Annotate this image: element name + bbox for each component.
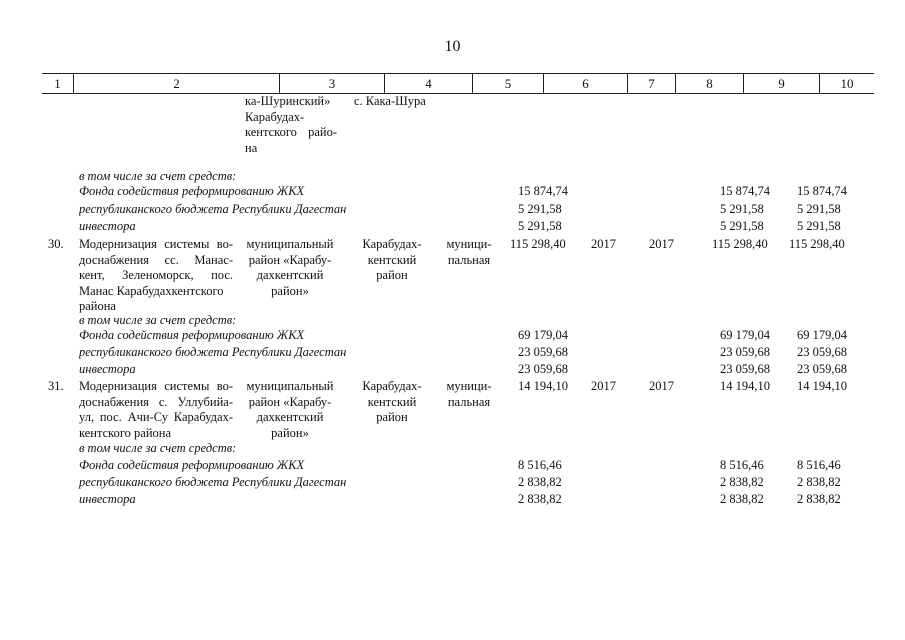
investor-col9: 5 291,58 [720, 219, 764, 233]
row-30-fund-label: Фонда содействия реформированию ЖКХ [79, 328, 305, 342]
row-31-owner: муниципальный район «Карабу- дахкентский район» [246, 379, 334, 440]
row-30-location: Карабудах- кентский район [362, 237, 422, 282]
row-30-budget-col9: 23 059,68 [720, 345, 770, 359]
row-30-investor-col9: 23 059,68 [720, 362, 770, 376]
budget-col9: 5 291,58 [720, 202, 764, 216]
budget-col6: 5 291,58 [518, 202, 562, 216]
row-31-col9: 14 194,10 [720, 379, 770, 393]
row-31-fund-col6: 8 516,46 [518, 458, 562, 472]
row-30-col10: 115 298,40 [789, 237, 845, 251]
cont-col3: ка-Шуринский» Карабудах- кентского райо- на [245, 94, 337, 155]
row-30-budget-col10: 23 059,68 [797, 345, 847, 359]
header-col-8: 8 [675, 74, 743, 93]
row-31-including: в том числе за счет средств: [79, 441, 237, 455]
row-31-name: Модернизация системы во- доснабжения с. Уллубийа- ул, пос. Ачи-Су Карабудах- кентского района [79, 379, 233, 440]
header-col-6: 6 [543, 74, 627, 93]
row-31-ownership: муници- пальная [446, 379, 492, 409]
including-label: в том числе за счет средств: [79, 169, 237, 183]
header-col-10: 10 [819, 74, 874, 93]
row-30-investor-col6: 23 059,68 [518, 362, 568, 376]
header-col-5: 5 [472, 74, 543, 93]
row-31-col10: 14 194,10 [797, 379, 847, 393]
header-col-3: 3 [279, 74, 384, 93]
header-col-7: 7 [627, 74, 675, 93]
row-30-col6: 115 298,40 [510, 237, 566, 251]
row-30-col8: 2017 [649, 237, 674, 251]
row-31-investor-col9: 2 838,82 [720, 492, 764, 506]
row-31-investor-col6: 2 838,82 [518, 492, 562, 506]
row-30-col9: 115 298,40 [712, 237, 768, 251]
investor-label: инвестора [79, 219, 136, 233]
row-31-budget-col6: 2 838,82 [518, 475, 562, 489]
row-30-number: 30. [48, 237, 64, 251]
row-31-fund-col9: 8 516,46 [720, 458, 764, 472]
row-30-including: в том числе за счет средств: [79, 313, 237, 327]
investor-col10: 5 291,58 [797, 219, 841, 233]
fund-label: Фонда содействия реформированию ЖКХ [79, 184, 305, 198]
row-31-fund-col10: 8 516,46 [797, 458, 841, 472]
header-col-9: 9 [743, 74, 819, 93]
row-31-col6: 14 194,10 [518, 379, 568, 393]
fund-col6: 15 874,74 [518, 184, 568, 198]
row-30-budget-col6: 23 059,68 [518, 345, 568, 359]
row-30-budget-label: республиканского бюджета Республики Дагестан [79, 345, 347, 359]
header-col-2: 2 [73, 74, 279, 93]
row-31-budget-label: республиканского бюджета Республики Дагестан [79, 475, 347, 489]
row-31-investor-label: инвестора [79, 492, 136, 506]
row-31-number: 31. [48, 379, 64, 393]
row-31-location: Карабудах- кентский район [362, 379, 422, 424]
budget-label: республиканского бюджета Республики Дагестан [79, 202, 347, 216]
row-31-col8: 2017 [649, 379, 674, 393]
budget-col10: 5 291,58 [797, 202, 841, 216]
row-31-investor-col10: 2 838,82 [797, 492, 841, 506]
row-30-owner: муниципальный район «Карабу- дахкентский район» [246, 237, 334, 298]
fund-col9: 15 874,74 [720, 184, 770, 198]
page-number: 10 [444, 38, 461, 55]
investor-col6: 5 291,58 [518, 219, 562, 233]
row-31-fund-label: Фонда содействия реформированию ЖКХ [79, 458, 305, 472]
row-31-budget-col10: 2 838,82 [797, 475, 841, 489]
row-30-fund-col10: 69 179,04 [797, 328, 847, 342]
row-30-fund-col6: 69 179,04 [518, 328, 568, 342]
row-31-budget-col9: 2 838,82 [720, 475, 764, 489]
cont-col4: с. Кака-Шура [354, 94, 426, 108]
row-30-fund-col9: 69 179,04 [720, 328, 770, 342]
table-header [42, 73, 874, 94]
row-30-investor-label: инвестора [79, 362, 136, 376]
fund-col10: 15 874,74 [797, 184, 847, 198]
row-30-col7: 2017 [591, 237, 616, 251]
header-col-4: 4 [384, 74, 472, 93]
row-30-investor-col10: 23 059,68 [797, 362, 847, 376]
row-31-col7: 2017 [591, 379, 616, 393]
row-30-name: Модернизация системы во- доснабжения сс. Манас- кент, Зеленоморск, пос. Манас Карабудахкентского района [79, 237, 233, 313]
row-30-ownership: муници- пальная [446, 237, 492, 267]
header-col-1: 1 [54, 76, 61, 91]
